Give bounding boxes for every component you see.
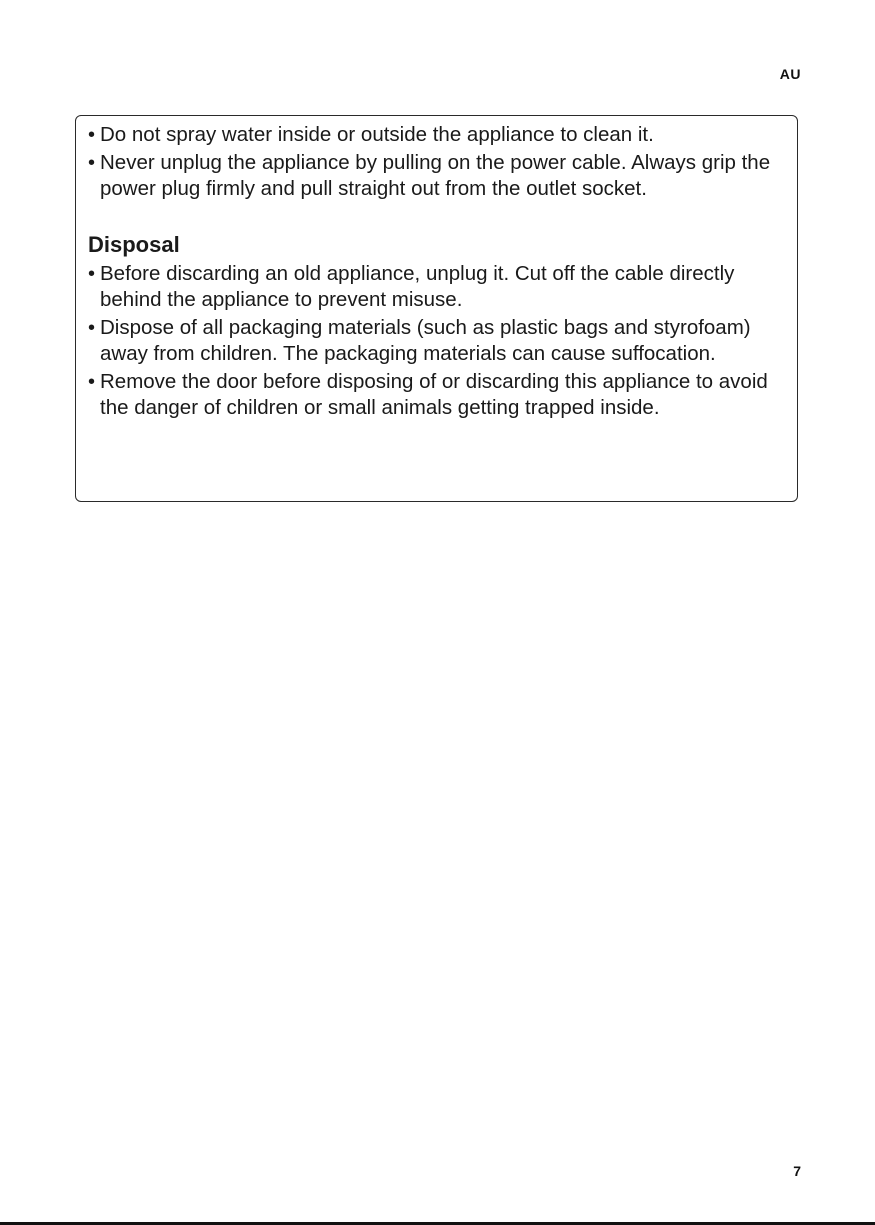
bullet-icon: • [88, 263, 96, 285]
safety-notice-box [75, 115, 798, 502]
list-item [88, 315, 785, 367]
bullet-icon: • [88, 371, 96, 393]
list-item [88, 261, 785, 313]
list-item [88, 369, 785, 421]
page-number: 7 [793, 1163, 801, 1179]
bullet-icon: • [88, 124, 96, 146]
safety-list [88, 122, 785, 202]
list-item [88, 150, 785, 202]
list-item-text: Remove the door before disposing of or discarding this appliance to avoid the danger of children or small animals getting trapped inside. [100, 370, 768, 419]
list-item-text: Before discarding an old appliance, unplug it. Cut off the cable directly behind the appliance to prevent misuse. [100, 262, 735, 311]
region-code: AU [779, 66, 801, 82]
list-item-text: Never unplug the appliance by pulling on the power cable. Always grip the power plug firmly and pull straight out from the outlet socket. [100, 151, 771, 200]
list-item [88, 122, 785, 148]
bullet-icon: • [88, 152, 96, 174]
disposal-heading: Disposal [88, 232, 180, 257]
list-item-text: Dispose of all packaging materials (such as plastic bags and styrofoam) away from children. The packaging materials can cause suffocation. [100, 316, 751, 365]
list-item-text: Do not spray water inside or outside the appliance to clean it. [100, 123, 654, 146]
disposal-list [88, 261, 785, 421]
bullet-icon: • [88, 317, 96, 339]
